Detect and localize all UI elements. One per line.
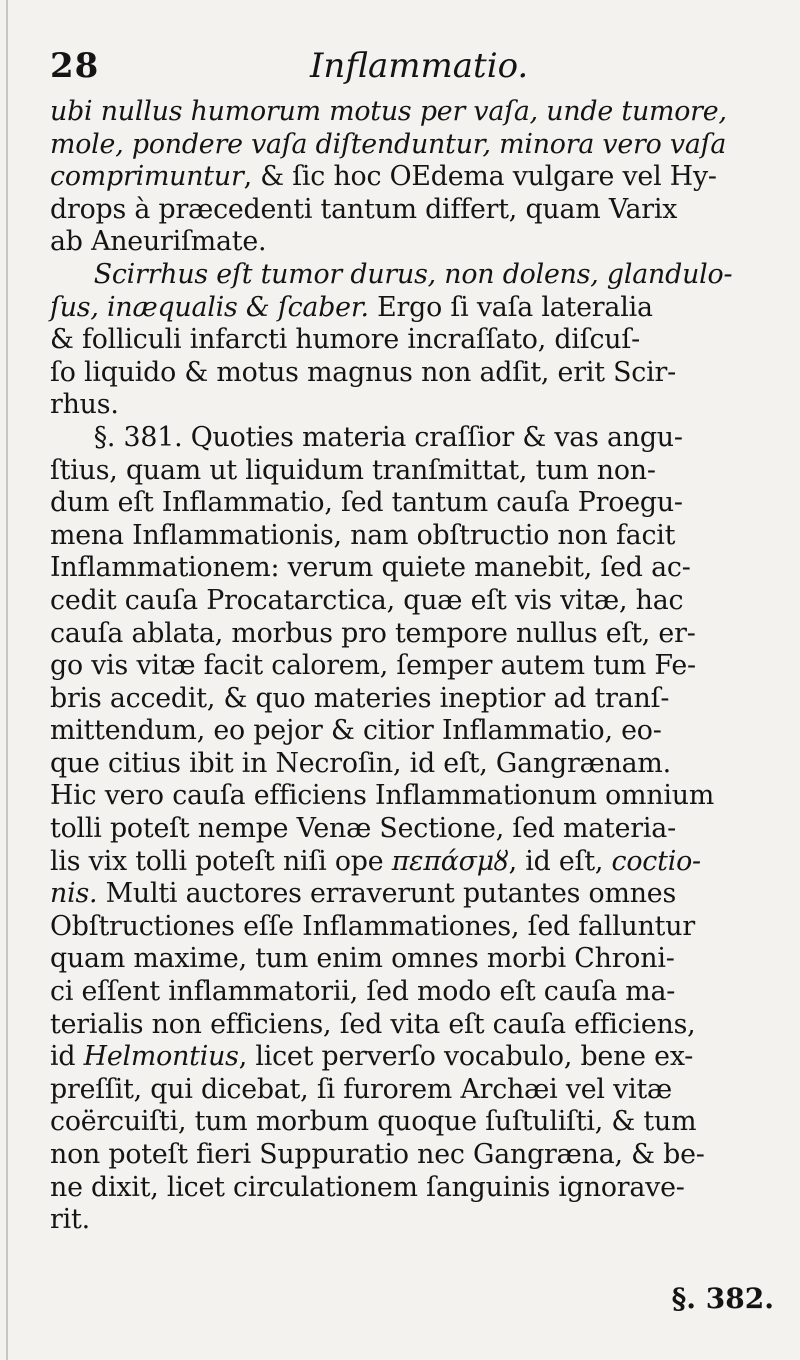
text-line <box>50 1074 785 1107</box>
text-line <box>50 520 785 553</box>
roman-text: Multi auctores erraverunt putantes omnes <box>97 878 677 910</box>
roman-text: ſtius, quam ut liquidum tranſmittat, tum non- <box>50 454 656 486</box>
italic-text: Scirrhus eſt tumor durus, non dolens, glandulo- <box>93 258 733 290</box>
roman-text: ne dixit, licet circulationem ſanguinis ignorave- <box>50 1171 685 1203</box>
roman-text: , id eſt, <box>508 845 612 877</box>
roman-text: rhus. <box>50 389 119 421</box>
italic-text: Helmontius <box>83 1041 239 1073</box>
text-line <box>50 1106 785 1139</box>
text-line <box>50 259 785 292</box>
roman-text: que citius ibit in Necroſin, id eſt, Gangrænam. <box>50 747 671 779</box>
text-line <box>50 487 785 520</box>
running-head <box>50 46 780 96</box>
roman-text: go vis vitæ facit calorem, ſemper autem tum Fe- <box>50 650 696 682</box>
text-line <box>50 846 785 879</box>
roman-text: bris accedit, & quo materies ineptior ad tranſ- <box>50 682 670 714</box>
text-line <box>50 911 785 944</box>
page-edge-shadow <box>6 0 8 1360</box>
text-line <box>50 943 785 976</box>
roman-text: §. 381. Quoties materia craſſior & vas angu- <box>93 421 683 453</box>
running-title: Inflammatio. <box>310 46 529 86</box>
roman-text: ſo liquido & motus magnus non adſit, erit Scir- <box>50 356 676 388</box>
roman-text: rit. <box>50 1204 90 1236</box>
text-line <box>50 129 785 162</box>
text-line <box>50 780 785 813</box>
roman-text: & folliculi infarcti humore incraſſato, diſcuſ- <box>50 324 640 356</box>
text-line <box>50 552 785 585</box>
italic-text: comprimuntur <box>50 161 244 193</box>
roman-text: tolli poteſt nempe Venæ Sectione, ſed materia- <box>50 813 676 845</box>
text-line <box>50 585 785 618</box>
text-line <box>50 715 785 748</box>
text-line <box>50 96 785 129</box>
roman-text: cedit cauſa Procatarctica, quæ eſt vis vitæ, hac <box>50 584 684 616</box>
roman-text: mena Inflammationis, nam obſtructio non facit <box>50 519 676 551</box>
text-line <box>50 292 785 325</box>
text-line <box>50 878 785 911</box>
italic-text: mole, pondere vaſa diſtenduntur, minora vero vaſa <box>50 128 727 160</box>
roman-text: drops à præcedenti tantum differt, quam Varix <box>50 193 678 225</box>
text-line <box>50 455 785 488</box>
body-text <box>50 96 790 1237</box>
italic-text: coctio- <box>611 845 701 877</box>
roman-text: preſſit, qui dicebat, ſi furorem Archæi vel vitæ <box>50 1073 673 1105</box>
text-line <box>50 618 785 651</box>
roman-text: Hic vero cauſa efficiens Inflammationum omnium <box>50 780 715 812</box>
italic-text: ubi nullus humorum motus per vaſa, unde tumore, <box>50 96 727 127</box>
text-line <box>50 813 785 846</box>
text-line <box>50 422 785 455</box>
roman-text: coërcuiſti, tum morbum quoque ſuſtuliſti, & tum <box>50 1106 697 1138</box>
roman-text: id <box>50 1041 84 1073</box>
roman-text: mittendum, eo pejor & citior Inflammatio, eo- <box>50 715 662 747</box>
roman-text: Obſtructiones eſſe Inflammationes, ſed falluntur <box>50 910 695 942</box>
text-line <box>50 650 785 683</box>
roman-text: lis vix tolli poteſt niſi ope <box>50 845 392 877</box>
italic-text: nis. <box>50 878 98 910</box>
catchword: §. 382. <box>671 1282 774 1315</box>
italic-text: ſus, inæqualis & ſcaber. <box>50 291 369 323</box>
text-line <box>50 1204 785 1237</box>
text-line <box>50 976 785 1009</box>
roman-text: terialis non efficiens, ſed vita eſt cauſa efficiens, <box>50 1008 696 1040</box>
text-line <box>50 1139 785 1172</box>
roman-text: cauſa ablata, morbus pro tempore nullus eſt, er- <box>50 617 696 649</box>
roman-text: ci eſſent inflammatorii, ſed modo eſt cauſa ma- <box>50 976 676 1008</box>
text-line <box>50 1172 785 1205</box>
roman-text: dum eſt Inflammatio, ſed tantum cauſa Proegu- <box>50 487 683 519</box>
roman-text: Ergo ſi vaſa lateralia <box>368 291 653 323</box>
text-line <box>50 1009 785 1042</box>
roman-text: ab Aneuriſmate. <box>50 226 267 258</box>
roman-text: non poteſt fieri Suppuratio nec Gangræna, & be- <box>50 1139 705 1170</box>
text-line <box>50 748 785 781</box>
text-line <box>50 683 785 716</box>
roman-text: Inflammationem: verum quiete manebit, ſed ac- <box>50 552 691 584</box>
roman-text: , & ſic hoc OEdema vulgare vel Hy- <box>243 161 717 193</box>
roman-text: quam maxime, tum enim omnes morbi Chroni- <box>50 943 675 975</box>
text-line <box>50 389 785 422</box>
text-line <box>50 161 785 194</box>
text-line <box>50 324 785 357</box>
text-line <box>50 194 785 227</box>
italic-text: πεπάσμȣ <box>391 845 509 877</box>
page-number: 28 <box>50 46 100 86</box>
roman-text: , licet perverſo vocabulo, bene ex- <box>238 1041 694 1073</box>
text-line <box>50 1041 785 1074</box>
text-line <box>50 357 785 390</box>
text-line <box>50 226 785 259</box>
